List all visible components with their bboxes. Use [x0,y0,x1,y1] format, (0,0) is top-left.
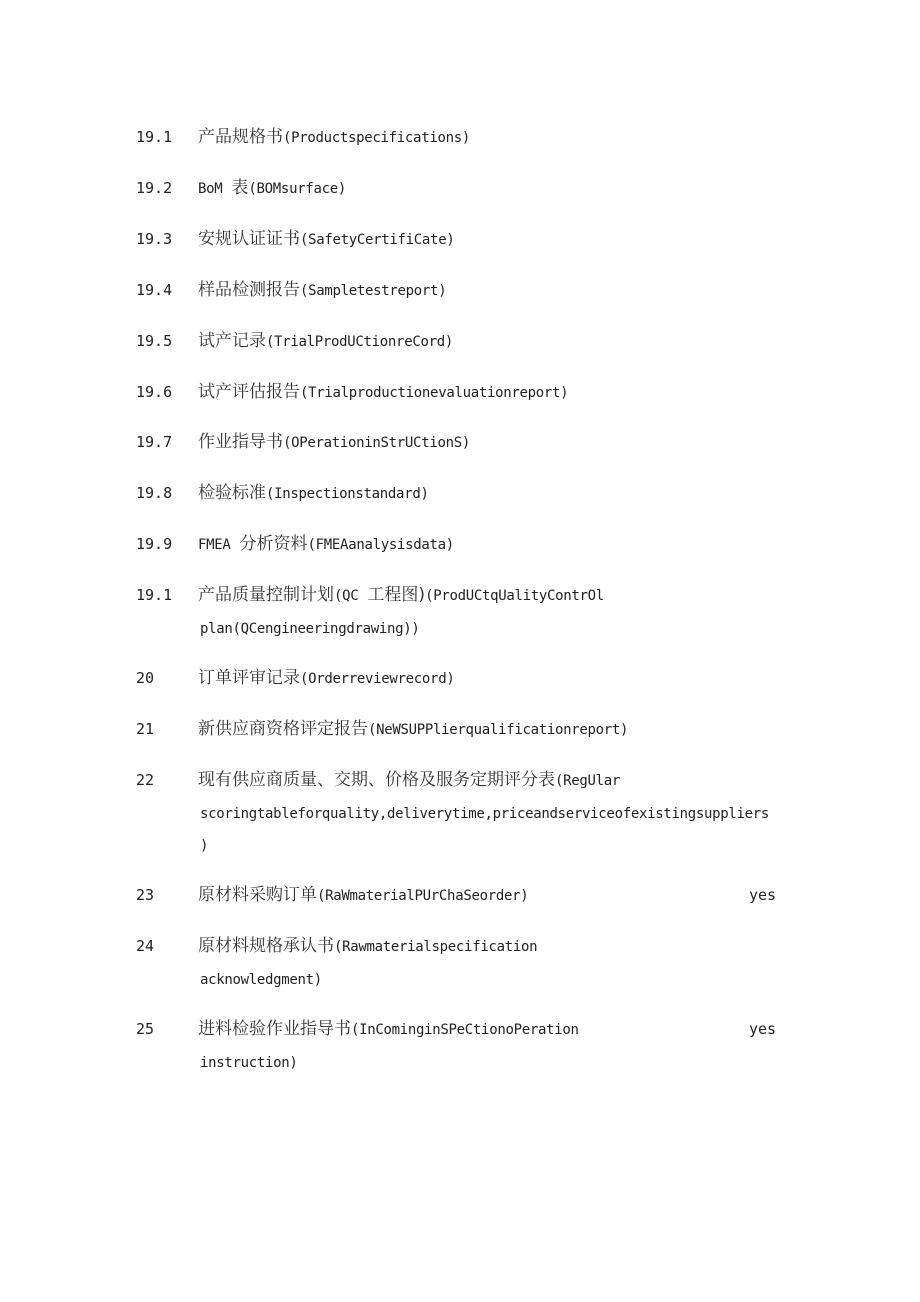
item-line [198,533,454,556]
item-line [198,279,446,302]
item-title-en: (TrialProdUCtionreCord) [266,334,453,350]
item-line [198,330,453,353]
item-number: 19.2 [136,179,173,197]
item-continuation-line [200,968,322,991]
item-title-zh: 产品规格书 [198,127,283,147]
item-line [198,884,528,907]
item-line [198,177,346,200]
item-line [198,769,620,792]
item-line [198,431,470,454]
item-continuation-line [200,617,419,640]
item-title-en: (BOMsurface) [248,181,346,197]
item-title-en: (SafetyCertifiCate) [300,232,455,248]
item-number: 19.3 [136,230,173,248]
item-number: 19.1 [136,586,173,604]
item-title-zh-2: 工程图) [367,585,426,605]
item-title-en: (InCominginSPeCtionoPeration [351,1022,579,1038]
item-title-prefix: BoM [198,181,223,197]
item-title-zh: 试产记录 [198,331,266,351]
item-line [198,228,454,251]
item-title-en-cont: plan(QCengineeringdrawing)) [200,621,420,637]
item-number: 19.6 [136,383,173,401]
item-continuation-line [200,1051,298,1074]
item-title-en: (OPerationinStrUCtionS) [283,435,470,451]
item-continuation-line [200,834,208,857]
item-title-en: (RegUlar [555,773,621,789]
item-title-zh: 现有供应商质量、交期、价格及服务定期评分表 [198,770,555,790]
item-line [198,1018,579,1041]
item-line [198,935,537,958]
item-number: 19.5 [136,332,173,350]
item-number: 19.1 [136,128,173,146]
item-title-zh: 原材料规格承认书 [198,936,334,956]
item-number: 22 [136,771,155,789]
item-line [198,667,454,690]
item-line [198,381,568,404]
item-number: 19.8 [136,484,173,502]
item-line [198,482,429,505]
item-title-prefix: FMEA [198,537,231,553]
item-line [198,126,470,149]
item-title-en: (ProdUCtqUalityContrOl [425,588,604,604]
item-number: 25 [136,1020,155,1038]
item-number: 19.4 [136,281,173,299]
item-title-en: (FMEAanalysisdata) [307,537,454,553]
item-title-zh: 安规认证证书 [198,229,300,249]
item-title-zh: 检验标准 [198,483,266,503]
item-title-en: (Sampletestreport) [300,283,447,299]
item-title-zh: 新供应商资格评定报告 [198,719,368,739]
item-title-zh: 表 [231,178,249,198]
item-title-zh: 作业指导书 [198,432,283,452]
item-continuation-line [200,802,769,825]
item-number: 23 [136,886,155,904]
item-title-en: (Trialproductionevaluationreport) [300,385,569,401]
item-title-en: (NeWSUPPlierqualificationreport) [368,722,629,738]
item-title-zh: 分析资料 [239,534,308,554]
item-title-zh: 进料检验作业指导书 [198,1019,351,1039]
item-title-prefix: (QC [334,588,359,604]
item-number: 19.7 [136,433,173,451]
item-number: 21 [136,720,155,738]
item-title-en: (RaWmaterialPUrChaSeorder) [317,888,529,904]
item-title-en-cont: scoringtableforquality,deliverytime,priceandserviceofexistingsuppliers [200,806,770,822]
status-mark: yes [749,886,777,904]
item-line [198,718,628,741]
item-number: 20 [136,669,155,687]
item-number: 19.9 [136,535,173,553]
item-title-en-cont: ) [200,838,209,854]
item-number: 24 [136,937,155,955]
item-title-en: (Orderreviewrecord) [300,671,455,687]
item-title-zh: 订单评审记录 [198,668,300,688]
item-title-zh: 原材料采购订单 [198,885,317,905]
item-title-zh: 产品质量控制计划 [198,585,334,605]
status-mark: yes [749,1020,777,1038]
item-title-zh: 试产评估报告 [198,382,300,402]
item-title-en: (Rawmaterialspecification [334,939,538,955]
item-title-en-cont: instruction) [200,1055,298,1071]
item-title-en: (Productspecifications) [283,130,470,146]
item-title-zh: 样品检测报告 [198,280,300,300]
item-title-en: (Inspectionstandard) [266,486,429,502]
item-title-en-cont: acknowledgment) [200,972,322,988]
item-line [198,584,604,607]
